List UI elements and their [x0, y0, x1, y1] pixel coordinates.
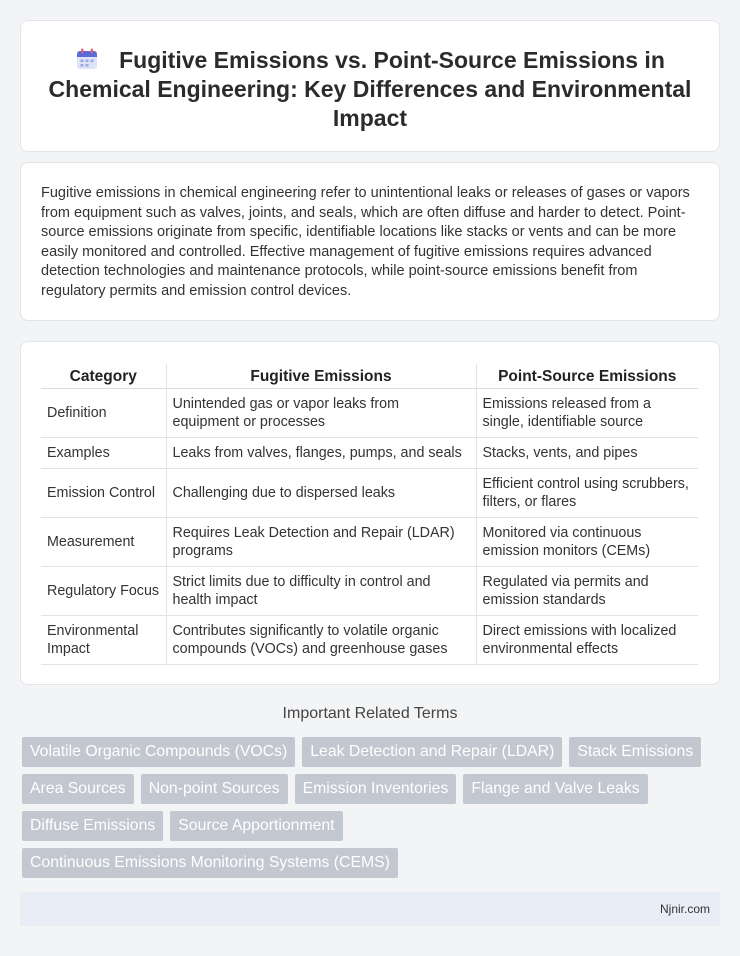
- term-tag[interactable]: Non-point Sources: [141, 774, 288, 804]
- comparison-table: [41, 364, 698, 665]
- footer: [20, 892, 720, 926]
- related-terms-list: [22, 737, 712, 885]
- footer-site-link[interactable]: Njnir.com: [659, 902, 710, 916]
- term-tag[interactable]: Continuous Emissions Monitoring Systems (CEMS): [22, 848, 398, 878]
- header-fugitive: Fugitive Emissions: [166, 364, 476, 388]
- row-fugitive: Challenging due to dispersed leaks: [166, 468, 476, 517]
- table-row: [41, 615, 698, 664]
- header-category: Category: [41, 364, 166, 388]
- comparison-table-card: [20, 341, 720, 685]
- table-row: [41, 517, 698, 566]
- related-terms-heading: Important Related Terms: [282, 705, 458, 722]
- table-row: [41, 468, 698, 517]
- row-point-source: Monitored via continuous emission monitors (CEMs): [476, 517, 698, 566]
- intro-card: [20, 162, 720, 321]
- term-tag[interactable]: Emission Inventories: [295, 774, 457, 804]
- row-point-source: Efficient control using scrubbers, filters, or flares: [476, 468, 698, 517]
- table-row: [41, 388, 698, 437]
- row-point-source: Emissions released from a single, identifiable source: [476, 388, 698, 437]
- row-category: Examples: [41, 437, 166, 468]
- row-point-source: Stacks, vents, and pipes: [476, 437, 698, 468]
- row-fugitive: Requires Leak Detection and Repair (LDAR) programs: [166, 517, 476, 566]
- header-point-source: Point-Source Emissions: [476, 364, 698, 388]
- row-point-source: Regulated via permits and emission standards: [476, 566, 698, 615]
- row-fugitive: Strict limits due to difficulty in control and health impact: [166, 566, 476, 615]
- row-category: Definition: [41, 388, 166, 437]
- row-category: Environmental Impact: [41, 615, 166, 664]
- term-tag[interactable]: Area Sources: [22, 774, 134, 804]
- row-category: Measurement: [41, 517, 166, 566]
- table-header-row: [41, 364, 698, 388]
- row-category: Emission Control: [41, 468, 166, 517]
- row-fugitive: Contributes significantly to volatile organic compounds (VOCs) and greenhouse gases: [166, 615, 476, 664]
- term-tag[interactable]: Diffuse Emissions: [22, 811, 163, 841]
- term-tag[interactable]: Flange and Valve Leaks: [463, 774, 647, 804]
- term-tag[interactable]: Volatile Organic Compounds (VOCs): [22, 737, 295, 767]
- intro-paragraph: Fugitive emissions in chemical engineering refer to unintentional leaks or releases of gases or vapors from equipment such as valves, joints, and seals, which are often diffuse and harder to detect. Point-source emissions originate from specific, identifiable locations like stacks or vents and can be more easily monitored and controlled. Effective management of fugitive emissions requires advanced detection technologies and maintenance protocols, while point-source emissions benefit from regulatory permits and emission control devices.: [41, 185, 690, 299]
- title-card: [20, 20, 720, 152]
- row-point-source: Direct emissions with localized environmental effects: [476, 615, 698, 664]
- table-row: [41, 437, 698, 468]
- term-tag[interactable]: Stack Emissions: [569, 737, 701, 767]
- page-title: [41, 46, 699, 133]
- term-tag[interactable]: Leak Detection and Repair (LDAR): [302, 737, 562, 767]
- row-fugitive: Leaks from valves, flanges, pumps, and seals: [166, 437, 476, 468]
- page-title-text: Fugitive Emissions vs. Point-Source Emissions in Chemical Engineering: Key Differences and Environmental Impact: [48, 47, 692, 131]
- row-fugitive: Unintended gas or vapor leaks from equipment or processes: [166, 388, 476, 437]
- row-category: Regulatory Focus: [41, 566, 166, 615]
- calendar-icon: [75, 47, 99, 71]
- term-tag[interactable]: Source Apportionment: [170, 811, 342, 841]
- table-row: [41, 566, 698, 615]
